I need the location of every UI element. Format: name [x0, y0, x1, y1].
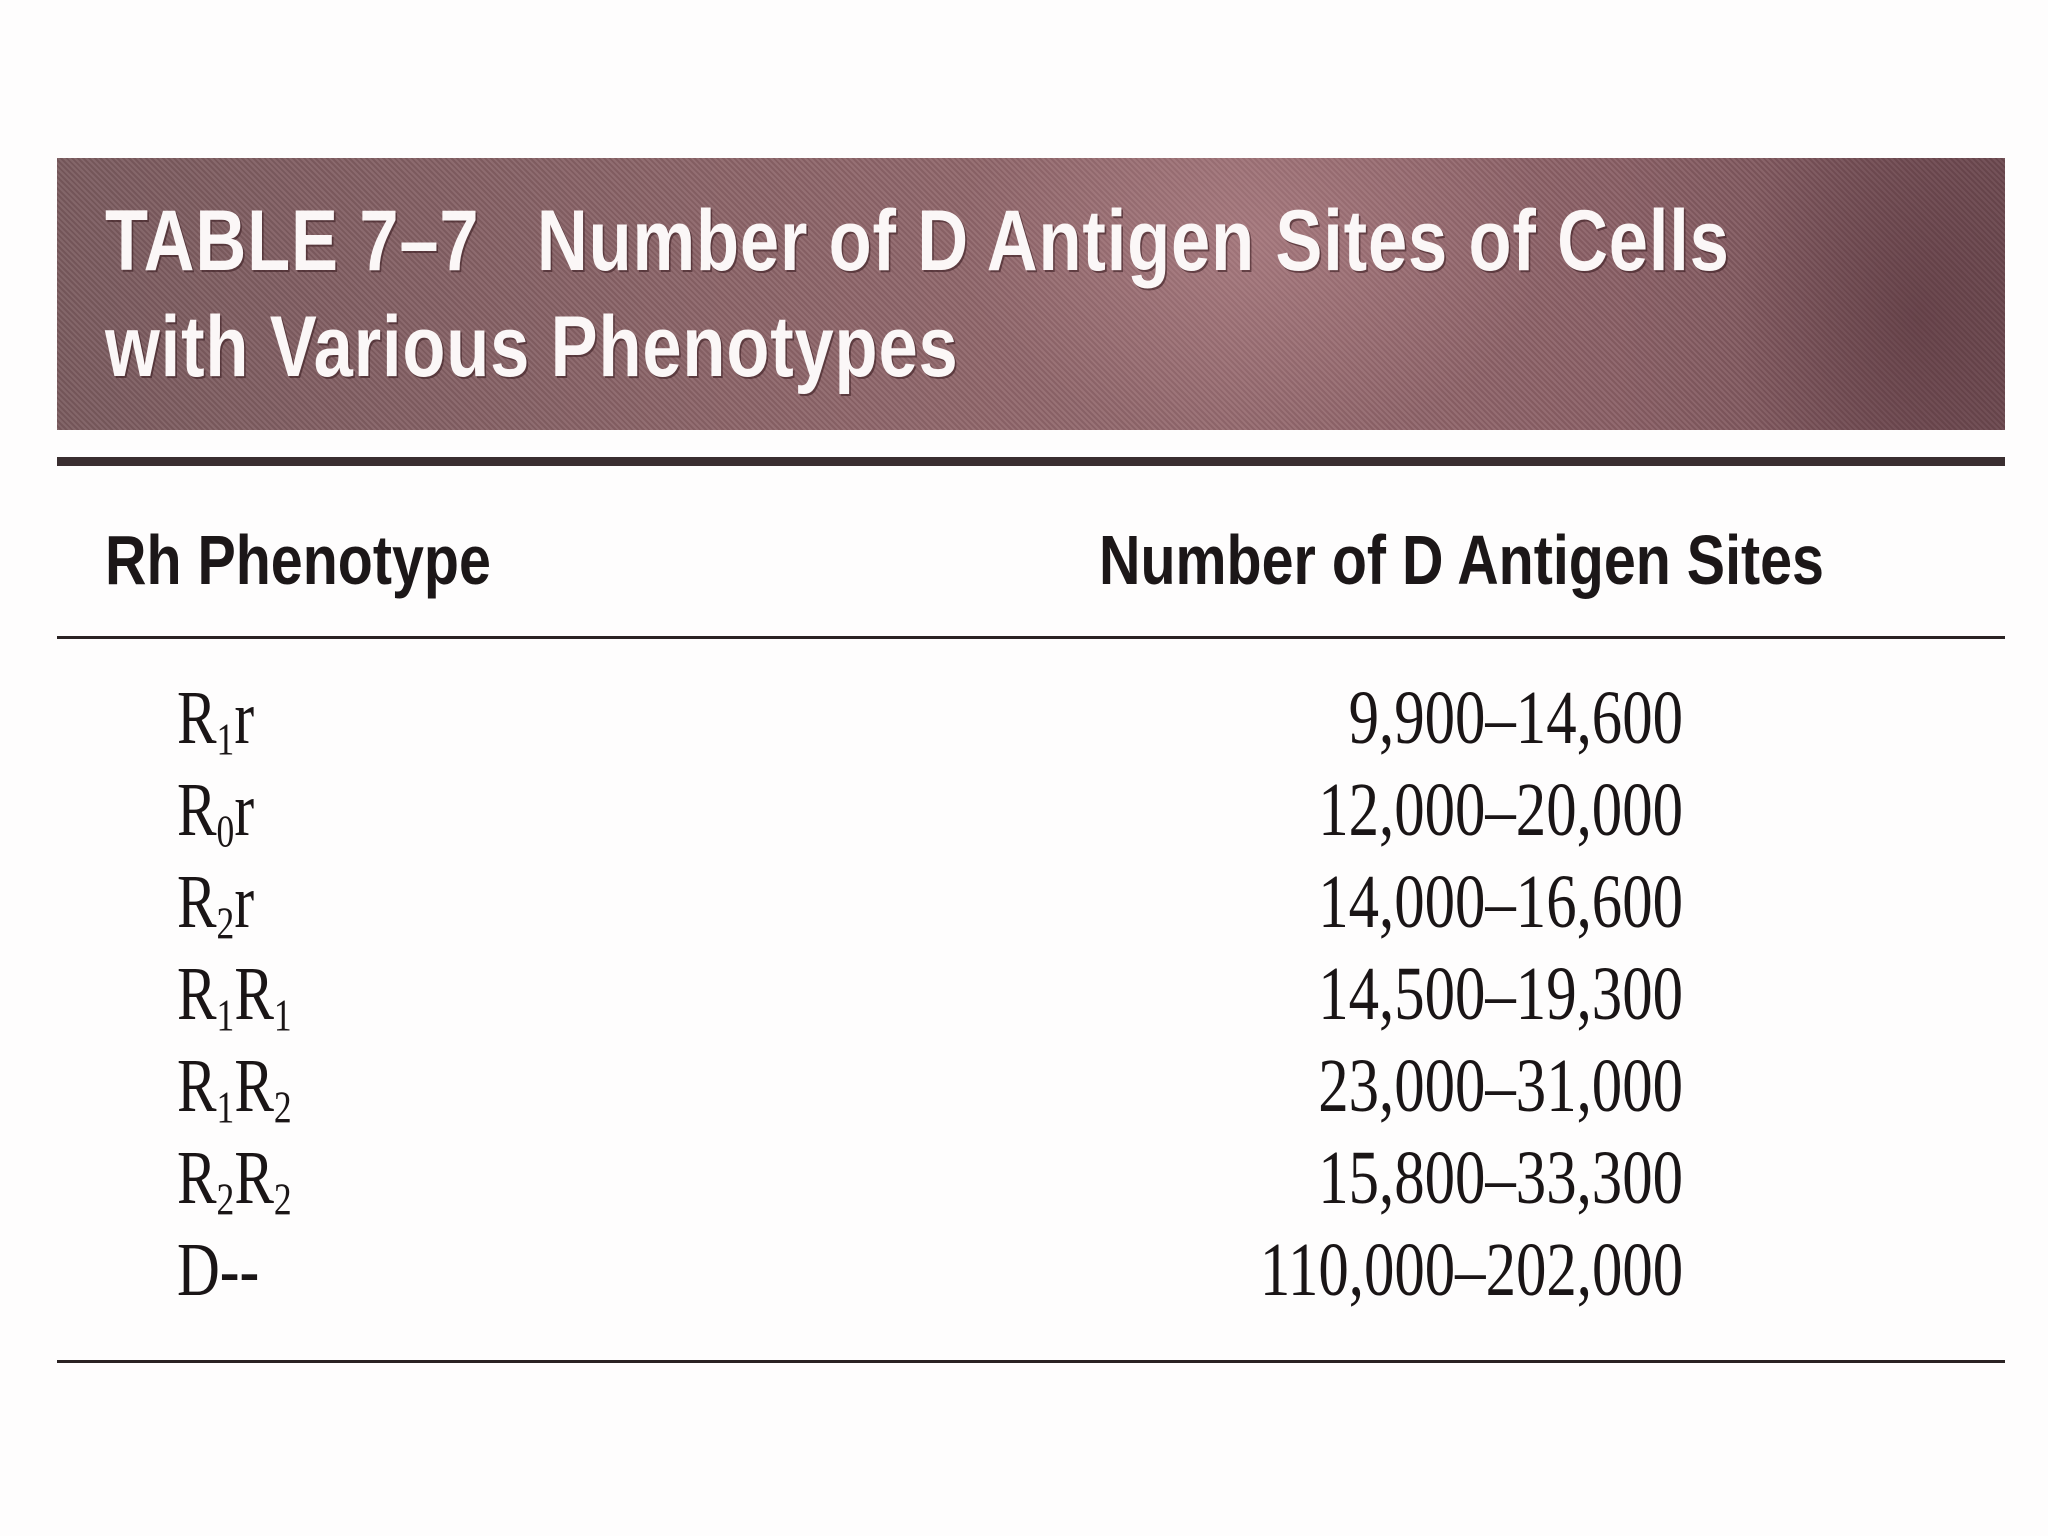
- phenotype-cell: [177, 1132, 292, 1224]
- column-header-d-antigen-sites: Number of D Antigen Sites: [1099, 521, 1824, 599]
- table-header-row: [57, 520, 2005, 620]
- phenotype-base: R: [177, 1136, 217, 1220]
- table-title: [105, 188, 1730, 400]
- antigen-sites-cell: 9,900–14,600: [1348, 676, 1683, 760]
- table-top-rule: [57, 457, 2005, 466]
- antigen-sites-cell: 14,500–19,300: [1318, 952, 1683, 1036]
- phenotype-base: R: [234, 1136, 274, 1220]
- table-header-rule: [57, 636, 2005, 639]
- phenotype-subscript: 2: [216, 897, 235, 949]
- phenotype-subscript: 2: [273, 1173, 292, 1225]
- table-row: [57, 948, 2005, 1040]
- phenotype-subscript: 1: [216, 989, 235, 1041]
- phenotype-subscript: 0: [216, 805, 235, 857]
- phenotype-cell: [177, 1224, 259, 1316]
- antigen-sites-cell: 12,000–20,000: [1318, 768, 1683, 852]
- table-body: [57, 672, 2005, 1316]
- phenotype-base: r: [234, 768, 255, 852]
- phenotype-base: R: [177, 768, 217, 852]
- phenotype-cell: [177, 764, 254, 856]
- column-header-rh-phenotype: Rh Phenotype: [105, 521, 491, 599]
- table-number: TABLE 7–7: [105, 193, 480, 289]
- phenotype-base: R: [177, 860, 217, 944]
- phenotype-cell: [177, 948, 292, 1040]
- table-title-line-1: [105, 188, 1730, 294]
- phenotype-base: D--: [177, 1228, 260, 1312]
- table-title-banner: [57, 158, 2005, 430]
- phenotype-subscript: 2: [216, 1173, 235, 1225]
- phenotype-cell: [177, 1040, 292, 1132]
- antigen-sites-cell: 23,000–31,000: [1318, 1044, 1683, 1128]
- phenotype-subscript: 1: [216, 713, 235, 765]
- antigen-sites-cell: 14,000–16,600: [1318, 860, 1683, 944]
- phenotype-base: R: [177, 952, 217, 1036]
- table-row: [57, 672, 2005, 764]
- phenotype-cell: [177, 672, 254, 764]
- phenotype-base: R: [177, 1044, 217, 1128]
- table-title-line-2: with Various Phenotypes: [105, 299, 959, 395]
- phenotype-base: r: [234, 860, 255, 944]
- table-row: [57, 1040, 2005, 1132]
- table-bottom-rule: [57, 1360, 2005, 1363]
- phenotype-base: R: [177, 676, 217, 760]
- antigen-sites-cell: 15,800–33,300: [1318, 1136, 1683, 1220]
- table-row: [57, 764, 2005, 856]
- phenotype-subscript: 1: [273, 989, 292, 1041]
- table-row: [57, 856, 2005, 948]
- phenotype-base: R: [234, 952, 274, 1036]
- phenotype-subscript: 1: [216, 1081, 235, 1133]
- table-row: [57, 1224, 2005, 1316]
- antigen-sites-cell: 110,000–202,000: [1259, 1228, 1683, 1312]
- phenotype-base: R: [234, 1044, 274, 1128]
- phenotype-subscript: 2: [273, 1081, 292, 1133]
- phenotype-cell: [177, 856, 254, 948]
- phenotype-base: r: [234, 676, 255, 760]
- table-title-main: Number of D Antigen Sites of Cells: [536, 193, 1730, 289]
- table-row: [57, 1132, 2005, 1224]
